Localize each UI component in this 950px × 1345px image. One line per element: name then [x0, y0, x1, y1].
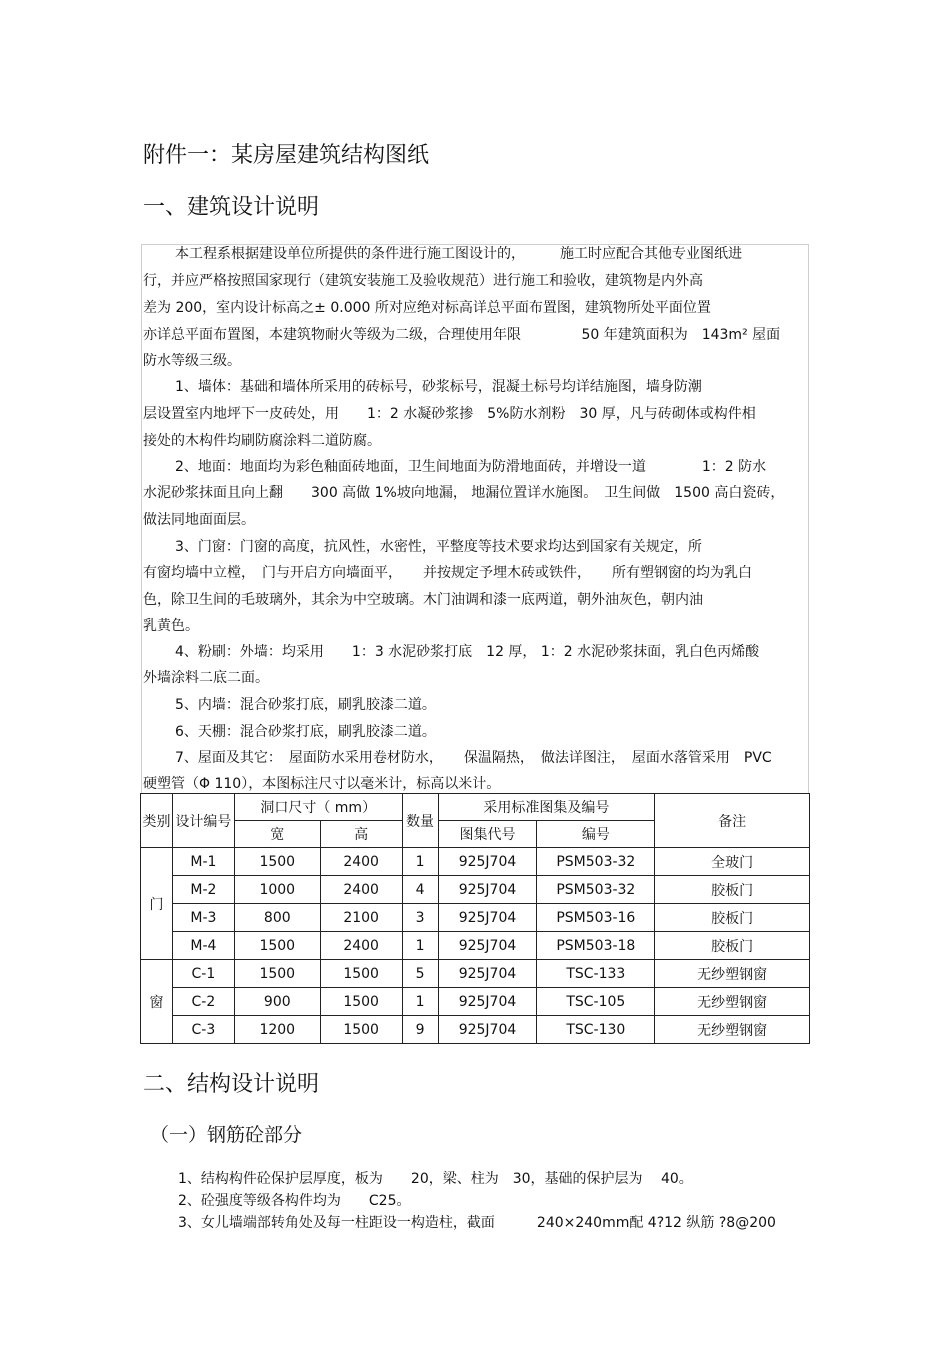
cell-width: 1500 [234, 932, 320, 960]
table-row [141, 904, 810, 932]
header-design-code: 设计编号 [172, 794, 234, 848]
item-roof-line: 硬塑管（Φ 110），本图标注尺寸以毫米计，标高以米计。 [143, 776, 501, 792]
cell-height: 1500 [320, 1016, 402, 1044]
cell-number: PSM503-18 [537, 932, 655, 960]
item-window-line: 乳黄色。 [143, 618, 199, 634]
intro-line: 行，并应严格按照国家现行（建筑安装施工及验收规范）进行施工和验收，建筑物是内外高 [143, 273, 703, 289]
item-ceiling-line: 6、天棚：混合砂浆打底，刷乳胶漆二道。 [175, 724, 436, 740]
table-row [141, 932, 810, 960]
header-category: 类别 [141, 794, 173, 848]
cell-height: 2400 [320, 932, 402, 960]
cell-number: TSC-133 [537, 960, 655, 988]
cell-number: TSC-130 [537, 1016, 655, 1044]
cell-height: 2400 [320, 848, 402, 876]
intro-line: 差为 200，室内设计标高之± 0.000 所对应绝对标高详总平面布置图，建筑物所处平面位置 [143, 300, 711, 316]
section-heading-architecture: 一、建筑设计说明 [143, 195, 320, 220]
item-window-line: 有窗均墙中立樘， 门与开启方向墙面平， 并按规定予埋木砖或铁件， 所有塑钢窗的均为乳白 [143, 565, 752, 581]
cell-code: M-2 [172, 876, 234, 904]
intro-line: 本工程系根据建设单位所提供的条件进行施工图设计的， 施工时应配合其他专业图纸进 [175, 246, 742, 262]
item-window-line: 色，除卫生间的毛玻璃外，其余为中空玻璃。木门油调和漆一底两道，朝外油灰色，朝内油 [143, 592, 703, 608]
cell-atlas: 925J704 [438, 848, 537, 876]
cell-height: 1500 [320, 960, 402, 988]
cell-width: 1500 [234, 848, 320, 876]
cell-quantity: 5 [402, 960, 438, 988]
subsection-heading-rebar: （一）钢筋砼部分 [150, 1124, 303, 1146]
header-quantity: 数量 [402, 794, 438, 848]
item-plaster-line: 4、粉刷：外墙：均采用 1：3 水泥砂浆打底 12 厚， 1：2 水泥砂浆抹面，乳白色丙烯酸 [175, 644, 760, 660]
item-wall-line: 1、墙体：基础和墙体所采用的砖标号，砂浆标号，混凝土标号均详结施图，墙身防潮 [175, 379, 702, 395]
cell-height: 1500 [320, 988, 402, 1016]
cell-width: 800 [234, 904, 320, 932]
cell-width: 1500 [234, 960, 320, 988]
cell-number: TSC-105 [537, 988, 655, 1016]
header-width: 宽 [234, 821, 320, 848]
item-plaster-line: 外墙涂料二底二面。 [143, 670, 269, 686]
table-row [141, 988, 810, 1016]
cell-quantity: 1 [402, 932, 438, 960]
cell-quantity: 1 [402, 988, 438, 1016]
cell-height: 2100 [320, 904, 402, 932]
category-window: 窗 [141, 960, 173, 1044]
table-row [141, 876, 810, 904]
cell-height: 2400 [320, 876, 402, 904]
item-window-line: 3、门窗：门窗的高度，抗风性，水密性，平整度等技术要求均达到国家有关规定，所 [175, 539, 702, 555]
cell-number: PSM503-32 [537, 848, 655, 876]
cell-quantity: 3 [402, 904, 438, 932]
door-window-table [140, 793, 810, 1044]
item-interior-wall-line: 5、内墙：混合砂浆打底，刷乳胶漆二道。 [175, 697, 436, 713]
table-row [141, 1016, 810, 1044]
header-height: 高 [320, 821, 402, 848]
cell-remark: 胶板门 [655, 932, 810, 960]
cell-remark: 无纱塑钢窗 [655, 1016, 810, 1044]
cell-remark: 全玻门 [655, 848, 810, 876]
section-heading-structure: 二、结构设计说明 [143, 1072, 320, 1097]
item-wall-line: 层设置室内地坪下一皮砖处，用 1：2 水凝砂浆掺 5%防水剂粉 30 厚，凡与砖砌体或构件相 [143, 406, 756, 422]
cell-code: M-4 [172, 932, 234, 960]
struct-line: 3、女儿墙端部转角处及每一柱距设一构造柱，截面 240×240mm配 4?12 纵筋 ?8@200 [178, 1215, 776, 1231]
header-remarks: 备注 [655, 794, 810, 848]
cell-number: PSM503-16 [537, 904, 655, 932]
item-wall-line: 接处的木构件均刷防腐涂料二道防腐。 [143, 433, 381, 449]
table-row [141, 848, 810, 876]
cell-code: C-1 [172, 960, 234, 988]
header-opening-size: 洞口尺寸（ mm） [234, 794, 402, 821]
item-roof-line: 7、屋面及其它： 屋面防水采用卷材防水， 保温隔热， 做法详图注， 屋面水落管采用 PVC [175, 750, 772, 766]
header-atlas-code: 图集代号 [438, 821, 537, 848]
struct-line: 2、砼强度等级各构件均为 C25。 [178, 1193, 411, 1209]
intro-line: 亦详总平面布置图，本建筑物耐火等级为二级，合理使用年限 50 年建筑面积为 143m² 屋面 [143, 327, 781, 343]
category-door: 门 [141, 848, 173, 960]
cell-atlas: 925J704 [438, 1016, 537, 1044]
cell-number: PSM503-32 [537, 876, 655, 904]
cell-remark: 胶板门 [655, 904, 810, 932]
cell-atlas: 925J704 [438, 988, 537, 1016]
cell-quantity: 4 [402, 876, 438, 904]
item-floor-line: 2、地面：地面均为彩色釉面砖地面，卫生间地面为防滑地面砖，并增设一道 1：2 防水 [175, 459, 767, 475]
cell-quantity: 9 [402, 1016, 438, 1044]
header-number: 编号 [537, 821, 655, 848]
cell-width: 1000 [234, 876, 320, 904]
cell-code: C-2 [172, 988, 234, 1016]
cell-quantity: 1 [402, 848, 438, 876]
cell-width: 1200 [234, 1016, 320, 1044]
cell-code: M-3 [172, 904, 234, 932]
item-floor-line: 水泥砂浆抹面且向上翻 300 高做 1%坡向地漏， 地漏位置详水施图。 卫生间做 1500 高白瓷砖， [143, 485, 785, 501]
header-standard-atlas: 采用标准图集及编号 [438, 794, 655, 821]
cell-atlas: 925J704 [438, 932, 537, 960]
table-row [141, 960, 810, 988]
cell-remark: 胶板门 [655, 876, 810, 904]
cell-atlas: 925J704 [438, 876, 537, 904]
cell-remark: 无纱塑钢窗 [655, 960, 810, 988]
intro-line: 防水等级三级。 [143, 353, 241, 369]
cell-remark: 无纱塑钢窗 [655, 988, 810, 1016]
document-title: 附件一：某房屋建筑结构图纸 [143, 143, 430, 168]
item-floor-line: 做法同地面面层。 [143, 512, 255, 528]
cell-code: M-1 [172, 848, 234, 876]
cell-code: C-3 [172, 1016, 234, 1044]
cell-width: 900 [234, 988, 320, 1016]
cell-atlas: 925J704 [438, 904, 537, 932]
cell-atlas: 925J704 [438, 960, 537, 988]
struct-line: 1、结构构件砼保护层厚度，板为 20，梁、柱为 30，基础的保护层为 40。 [178, 1171, 693, 1187]
